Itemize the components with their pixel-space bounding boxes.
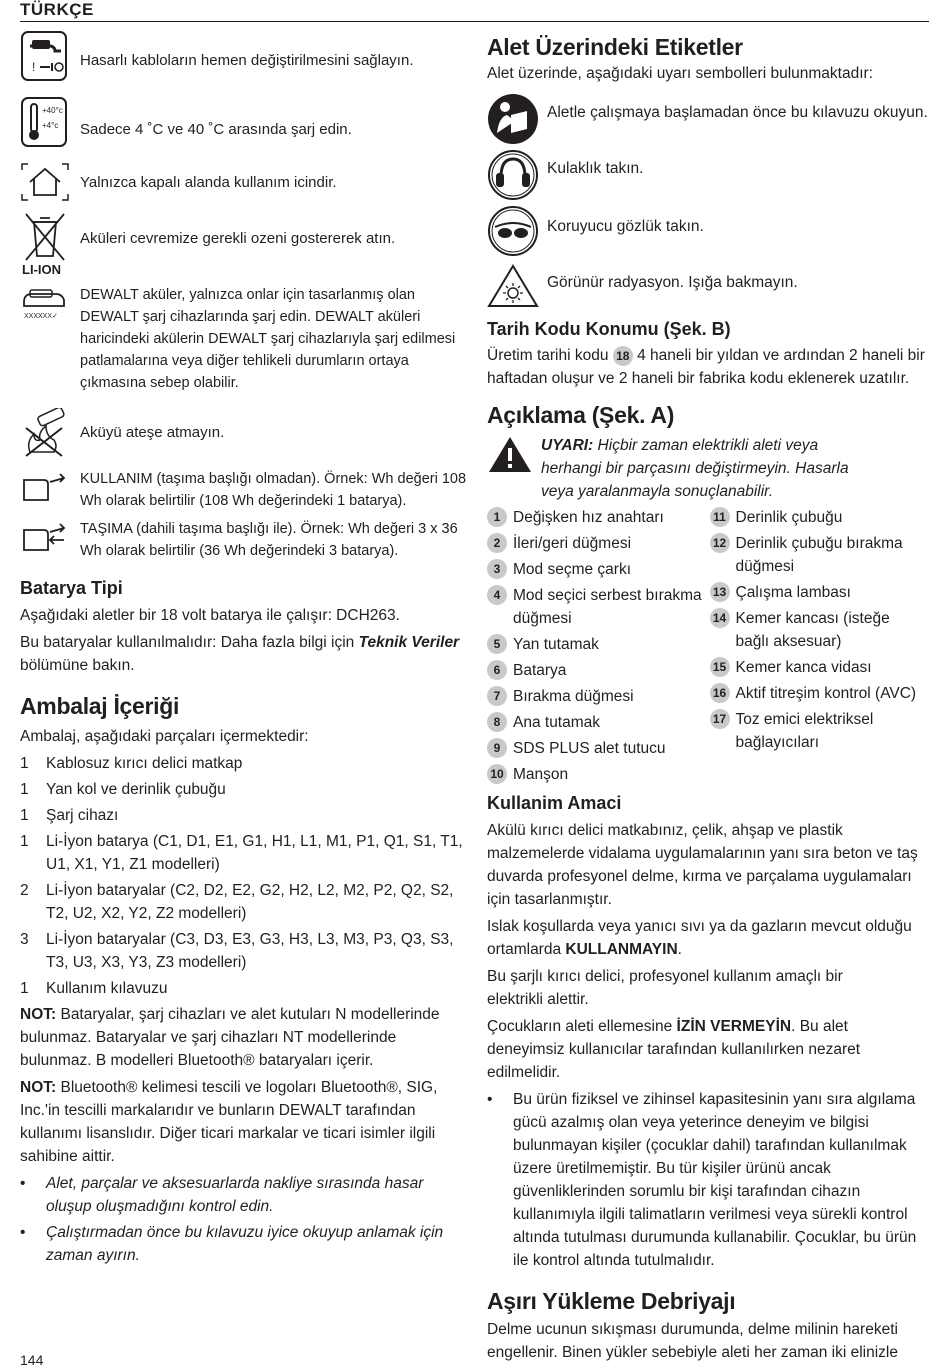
svg-text:+4°c: +4°c — [42, 121, 59, 130]
tech-data-link[interactable]: Teknik Veriler — [358, 634, 460, 651]
left-column — [20, 30, 470, 1267]
right-column — [487, 30, 932, 1364]
symbol-row-bin — [20, 212, 470, 278]
part-item: 9 SDS PLUS alet tutucu — [487, 737, 710, 760]
package-title: Ambalaj İçeriği — [20, 693, 180, 719]
part-item: 3 Mod seçme çarkı — [487, 558, 710, 581]
visible-radiation-icon — [487, 263, 539, 314]
list-item: 1 Yan kol ve derinlik çubuğu — [20, 781, 226, 798]
charger-icon — [20, 284, 72, 329]
symbol-text: Aküleri cevremize gerekli ozeni gostererek atın. — [80, 230, 396, 247]
bullet-item: • Çalıştırmadan önce bu kılavuzu iyice okuyup anlamak için zaman ayırın. — [20, 1224, 444, 1264]
symbol-row-thermometer — [20, 96, 470, 158]
parts-col-left — [487, 506, 710, 789]
part-item: 14 Kemer kancası (isteğe bağlı aksesuar) — [710, 607, 933, 653]
symbol-text: Sadece 4 ˚C ve 40 ˚C arasında şarj edin. — [80, 121, 352, 138]
list-item: 3 Li-İyon bataryalar (C3, D3, E3, G3, H3, L3, M3, P3, Q3, S3, T3, U3, X3, Y3, Z3 modelleri) — [20, 931, 454, 971]
indoor-house-icon — [20, 162, 72, 207]
list-item: 1 Li-İyon batarya (C1, D1, E1, G1, H1, L1, M1, P1, Q1, S1, T1, U1, X1, Y1, Z1 modelleri) — [20, 833, 463, 873]
label-row-eye — [487, 205, 932, 257]
symbol-text: Aküyü ateşe atmayın. — [80, 424, 225, 441]
transport-battery-icon — [20, 518, 72, 563]
tool-labels-intro: Alet üzerinde, aşağıdaki uyarı sembolleri bulunmaktadır: — [487, 65, 873, 82]
intended-use-title: Kullanim Amaci — [487, 793, 622, 813]
intended-use-p3: Bu şarjlı kırıcı delici, profesyonel kullanım amaçlı bir elektrikli alettir. — [487, 968, 843, 1008]
bullet-item: • Alet, parçalar ve aksesuarlarda nakliye sırasında hasar oluşup oluşmadığını kontrol edin. — [20, 1175, 424, 1215]
no-fire-icon — [20, 408, 72, 463]
parts-col-right — [710, 506, 933, 789]
part-item: 8 Ana tutamak — [487, 711, 710, 734]
page-number: 144 — [20, 1352, 44, 1368]
part-item: 4 Mod seçici serbest bırakma düğmesi — [487, 584, 710, 630]
symbol-row-transport — [20, 518, 470, 570]
symbol-row-charger — [20, 284, 470, 404]
bullet-item: • Bu ürün fiziksel ve zihinsel kapasitesinin yanı sıra algılama gücü azalmış olan veya yeterince deneyim ve bilgisi bulunmayan kişiler (çocuklar dahil) tarafından kullanılmak üzere üretilmemiştir. Bu tür kişiler ürünü ancak güvenliklerinden sorumlu bir kişi tarafından cihazın kullanımıyla ilgili talimatların verilmesi veya sürekli kontrol altında tutulması durumunda kullanabilir. Çocuklar, bu ürün ile kontrol altında tutulmalıdır. — [487, 1091, 917, 1269]
crossed-bin-icon — [20, 212, 72, 283]
svg-text:XXXXXX✓: XXXXXX✓ — [24, 313, 58, 320]
list-item: 1 Şarj cihazı — [20, 807, 119, 824]
overload-title: Aşırı Yükleme Debriyajı — [487, 1288, 736, 1314]
intended-use-p4: Çocukların aleti ellemesine İZİN VERMEYİN. Bu alet deneyimsiz kullanıcılar tarafından kullanılırken nezaret edilmelidir. — [487, 1018, 861, 1081]
svg-text:+40°c: +40°c — [42, 106, 63, 115]
label-text: Kulaklık takın. — [547, 160, 644, 177]
part-item: 7 Bırakma düğmesi — [487, 685, 710, 708]
part-item: 13 Çalışma lambası — [710, 581, 933, 604]
package-intro: Ambalaj, aşağıdaki parçaları içermektedir: — [20, 728, 309, 745]
warning-text: UYARI: Hiçbir zaman elektrikli aleti veya herhangi bir parçasını değiştirmeyin. Hasarla veya yaralanmayla sonuçlanabilir. — [541, 437, 849, 500]
eye-protection-icon — [487, 205, 539, 262]
intended-use-p2: Islak koşullarda veya yanıcı sıvı ya da gazların mevcut olduğu ortamlarda KULLANMAYIN. — [487, 918, 912, 958]
part-item: 11 Derinlik çubuğu — [710, 506, 933, 529]
symbol-row-indoor — [20, 162, 470, 210]
symbol-text: Hasarlı kabloların hemen değiştirilmesini sağlayın. — [80, 52, 414, 69]
battery-type-title: Batarya Tipi — [20, 578, 123, 598]
battery-type-line2: Bu bataryalar kullanılmalıdır: Daha fazla bilgi için Teknik Veriler bölümüne bakın. — [20, 634, 460, 674]
svg-text:LI-ION: LI-ION — [22, 262, 61, 277]
date-code-text: Üretim tarihi kodu 18 4 haneli bir yıldan ve ardından 2 haneli bir haftadan oluşur ve 2 haneli bir fabrika kodu eklenerek uzatılır. — [487, 347, 925, 387]
label-row-ear — [487, 149, 932, 201]
symbol-text: TAŞIMA (dahili taşıma başlığı ile). Örnek: Wh değeri 3 x 36 Wh olarak belirtilir (36 Wh değerindeki 3 batarya). — [80, 521, 458, 559]
package-list — [20, 752, 470, 1000]
usage-battery-icon — [20, 468, 72, 513]
overload-text: Delme ucunun sıkışması durumunda, delme milinin hareketi engellenir. Binen yükler sebebiyle aleti her zaman iki elinizle — [487, 1321, 898, 1361]
symbol-row-usage — [20, 468, 470, 514]
warning-triangle-icon — [487, 434, 539, 479]
parts-list — [487, 506, 932, 789]
symbol-text: Yalnızca kapalı alanda kullanım icindir. — [80, 174, 337, 191]
ear-protection-icon — [487, 149, 539, 206]
warning-block — [487, 434, 932, 504]
header-rule — [20, 21, 929, 22]
damaged-cable-icon — [20, 30, 72, 87]
list-item: 2 Li-İyon bataryalar (C2, D2, E2, G2, H2, L2, M2, P2, Q2, S2, T2, U2, X2, Y2, Z2 modelleri) — [20, 882, 454, 922]
part-item: 16 Aktif titreşim kontrol (AVC) — [710, 682, 933, 705]
package-note-2: NOT: Bluetooth® kelimesi tescili ve logoları Bluetooth®, SIG, Inc.'in tescilli markalarıdır ve bunların DEWALT tarafından kullanımı lisanslıdır. Diğer ticari markalar ve ticari isimler ilgili sahibine aittir. — [20, 1079, 438, 1165]
part-item: 10 Manşon — [487, 763, 710, 786]
part-item: 17 Toz emici elektriksel bağlayıcıları — [710, 708, 933, 754]
symbol-text: KULLANIM (taşıma başlığı olmadan). Örnek: Wh değeri 108 Wh olarak belirtilir (108 Wh değerindeki 1 batarya). — [80, 471, 467, 509]
date-code-title: Tarih Kodu Konumu (Şek. B) — [487, 319, 731, 339]
package-note-1: NOT: Bataryalar, şarj cihazları ve alet kutuları N modellerinde bulunmaz. Bataryalar ve şarj cihazları NT modellerinde bulunmaz. B modelleri Bluetooth® bataryaları içerir. — [20, 1006, 440, 1069]
symbol-row-no-fire — [20, 408, 470, 464]
part-item: 5 Yan tutamak — [487, 633, 710, 656]
list-item: 1 Kullanım kılavuzu — [20, 980, 168, 997]
part-item: 12 Derinlik çubuğu bırakma düğmesi — [710, 532, 933, 578]
figure-callout-badge: 18 — [613, 346, 633, 366]
part-item: 6 Batarya — [487, 659, 710, 682]
symbol-text: DEWALT aküler, yalnızca onlar için tasarlanmış olan DEWALT şarj cihazlarında şarj edin. DEWALT aküleri haricindeki akülerin DEWALT şarj cihazlarıyla şarj edilmesi patlamalarına veya diğer tehlikeli durumların ortaya çıkmasına sebep olabilir. — [80, 287, 456, 391]
label-row-radiation — [487, 263, 932, 313]
part-item: 2 İleri/geri düğmesi — [487, 532, 710, 555]
label-row-manual — [487, 93, 932, 145]
language-header: TÜRKÇE — [20, 0, 94, 19]
label-text: Koruyucu gözlük takın. — [547, 218, 704, 235]
thermometer-icon — [20, 96, 72, 153]
label-text: Görünür radyasyon. Işığa bakmayın. — [547, 274, 798, 291]
description-title: Açıklama (Şek. A) — [487, 402, 675, 428]
read-manual-icon — [487, 93, 539, 150]
battery-type-line1: Aşağıdaki aletler bir 18 volt batarya ile çalışır: DCH263. — [20, 607, 400, 624]
svg-text:!: ! — [32, 60, 36, 74]
symbol-row-damaged-cable — [20, 30, 470, 92]
part-item: 15 Kemer kanca vidası — [710, 656, 933, 679]
part-item: 1 Değişken hız anahtarı — [487, 506, 710, 529]
tool-labels-title: Alet Üzerindeki Etiketler — [487, 34, 743, 60]
label-text: Aletle çalışmaya başlamadan önce bu kılavuzu okuyun. — [547, 104, 928, 121]
list-item: 1 Kablosuz kırıcı delici matkap — [20, 755, 243, 772]
intended-use-p1: Akülü kırıcı delici matkabınız, çelik, ahşap ve plastik malzemelerde vidalama uygulamalarının yanı sıra beton ve taş duvarda profesyonel delme, kırma ve parçalama uygulamaları için tasarlanmıştır. — [487, 822, 918, 908]
